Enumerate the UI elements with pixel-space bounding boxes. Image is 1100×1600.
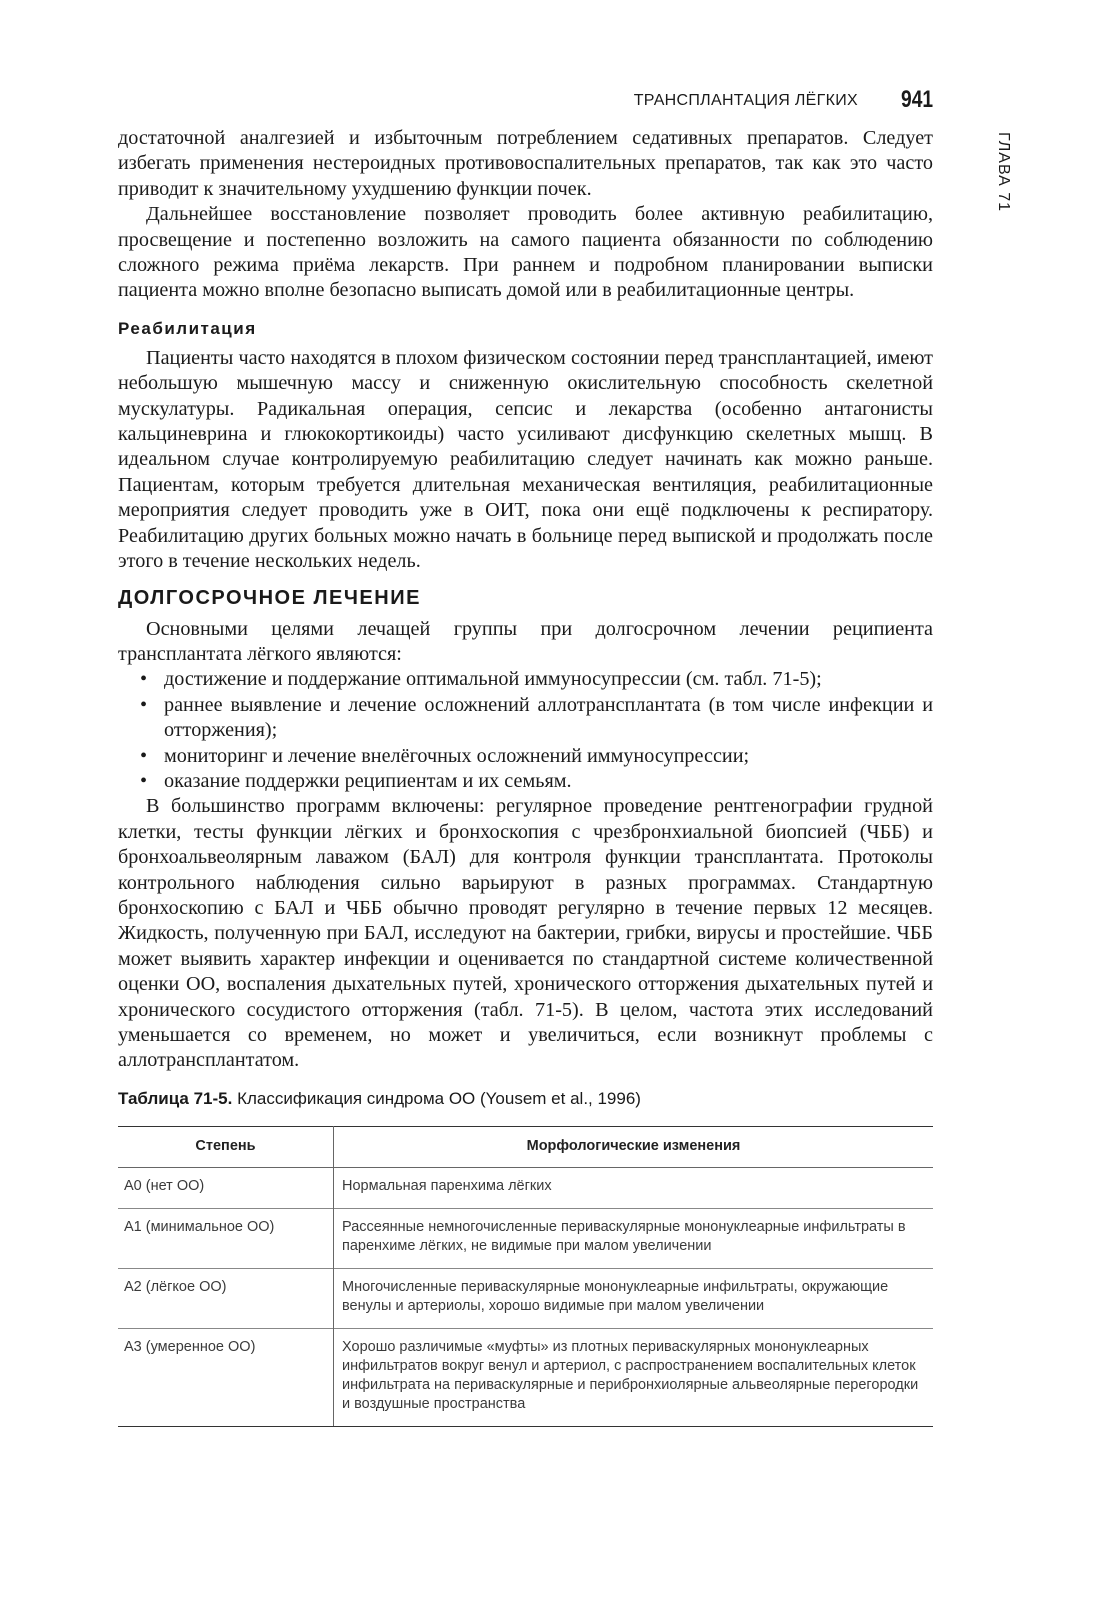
running-title: ТРАНСПЛАНТАЦИЯ ЛЁГКИХ — [633, 92, 858, 109]
table-header-row — [118, 1126, 933, 1167]
table-caption-text: Классификация синдрома ОО (Yousem et al., 1996) — [237, 1088, 641, 1108]
goals-list — [118, 667, 933, 794]
list-item: • достижение и поддержание оптимальной иммуносупрессии (см. табл. 71-5); — [118, 667, 933, 692]
table-cell-changes: Хорошо различимые «муфты» из плотных периваскулярных мононуклеарных инфильтратов вокруг венул и артериол, с распространением воспалительных клеток инфильтрата на периваскулярные и перибронхиолярные альвеолярные перегородки и воздушные пространства — [334, 1328, 934, 1426]
table-cell-grade: А1 (минимальное ОО) — [118, 1208, 334, 1268]
column-header-grade: Степень — [118, 1126, 334, 1167]
chapter-tab: ГЛАВА 71 — [995, 132, 1012, 212]
table-row — [118, 1328, 933, 1426]
table-cell-changes: Нормальная паренхима лёгких — [334, 1167, 934, 1208]
table-cell-grade: А0 (нет ОО) — [118, 1167, 334, 1208]
paragraph: В большинство программ включены: регулярное проведение рентгенографии грудной клетки, тесты функции лёгких и бронхоскопия с чрезбронхиальной биопсией (ЧББ) и бронхоальвеолярным лаважом (БАЛ) для контроля функции трансплантата. Протоколы контрольного наблюдения сильно варьируют в разных программах. Стандартную бронхоскопию с БАЛ и ЧББ обычно проводят регулярно в течение первых 12 месяцев. Жидкость, полученную при БАЛ, исследуют на бактерии, грибки, вирусы и простейшие. ЧББ может выявить характер инфекции и оценивается по стандартной системе количественной оценки ОО, воспаления дыхательных путей, хронического отторжения дыхательных путей и хронического сосудистого отторжения (табл. 71-5). В целом, частота этих исследований уменьшается со временем, но может и увеличиться, если возникнут проблемы с аллотрансплантатом. — [118, 795, 933, 1072]
table-row — [118, 1208, 933, 1268]
table-row — [118, 1167, 933, 1208]
table-caption — [118, 1088, 933, 1110]
table-cell-changes: Многочисленные периваскулярные мононуклеарные инфильтраты, окружающие венулы и артериолы, хорошо видимые при малом увеличении — [334, 1268, 934, 1328]
table-cell-changes: Рассеянные немногочисленные периваскулярные мононуклеарные инфильтраты в паренхиме лёгких, не видимые при малом увеличении — [334, 1208, 934, 1268]
table-caption-label: Таблица 71-5. — [118, 1088, 233, 1108]
section-heading-rehab: Реабилитация — [118, 318, 257, 338]
list-item: • мониторинг и лечение внелёгочных осложнений иммуносупрессии; — [118, 744, 933, 769]
list-item: • оказание поддержки реципиентам и их семьям. — [118, 769, 933, 794]
column-header-changes: Морфологические изменения — [334, 1126, 934, 1167]
table-row — [118, 1268, 933, 1328]
table-cell-grade: А2 (лёгкое ОО) — [118, 1268, 334, 1328]
paragraph: Дальнейшее восстановление позволяет проводить более активную реабилитацию, просвещение и постепенно возложить на самого пациента обязанности по соблюдению сложного режима приёма лекарств. При раннем и подробном планировании выписки пациента можно вполне безопасно выписать домой или в реабилитационные центры. — [118, 203, 933, 302]
page-header — [118, 88, 933, 118]
paragraph: достаточной аналгезией и избыточным потреблением седативных препаратов. Следует избегать применения нестероидных противовоспалительных препаратов, так как это часто приводит к значительному ухудшению функции почек. — [118, 127, 933, 200]
paragraph: Основными целями лечащей группы при долгосрочном лечении реципиента трансплантата лёгкого являются: — [118, 617, 933, 665]
section-heading-long-term: ДОЛГОСРОЧНОЕ ЛЕЧЕНИЕ — [118, 586, 421, 609]
paragraph: Пациенты часто находятся в плохом физическом состоянии перед трансплантацией, имеют небольшую мышечную массу и сниженную окислительную способность скелетной мускулатуры. Радикальная операция, сепсис и лекарства (особенно антагонисты кальциневрина и глюкокортикоиды) часто усиливают дисфункцию скелетных мышц. В идеальном случае контролируемую реабилитацию следует начинать как можно раньше. Пациентам, которым требуется длительная механическая вентиляция, реабилитационные мероприятия следует проводить уже в ОИТ, пока они ещё подключены к респиратору. Реабилитацию других больных можно начать в больнице перед выпиской и продолжать после этого в течение нескольких недель. — [118, 346, 933, 573]
page-number: 941 — [900, 86, 933, 113]
page-body — [118, 126, 933, 1427]
list-item: • раннее выявление и лечение осложнений аллотрансплантата (в том числе инфекции и отторжения); — [118, 693, 933, 744]
classification-table — [118, 1126, 933, 1427]
table-cell-grade: А3 (умеренное ОО) — [118, 1328, 334, 1426]
